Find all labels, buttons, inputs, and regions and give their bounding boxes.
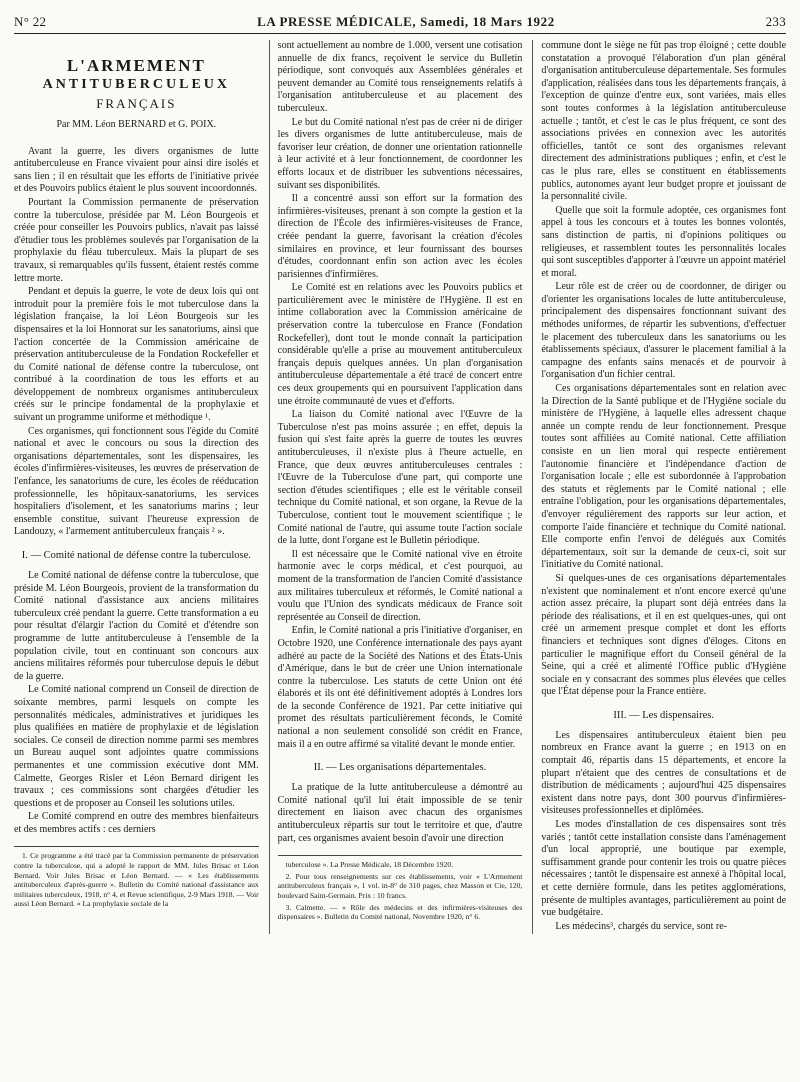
footnote-continuation: tuberculose ». La Presse Médicale, 18 Décembre 1920.: [285, 860, 454, 870]
paragraph: Pendant et depuis la guerre, le vote de deux lois qui ont introduit pour la première fois le mot tuberculose dans la législation française, la loi Léon Bourgeois sur les dispensaires et la loi Honnorat sur les sanatoriums, ainsi que l'action concertée de la Commission américaine de préservation antituberculeuse de la Fondation Rockefeller et du Comité national de défense contre la tuberculose, ont contribué à la coordination de tous les efforts et au développement de nombreux organismes antituberculeux créés sur le principe fondamental de la prophylaxie et suivant un programme uniforme et méthodique ¹.: [14, 286, 259, 424]
paragraph: Enfin, le Comité national a pris l'initiative d'organiser, en Octobre 1920, une Conférence internationale des pays ayant adhéré au pacte de la Société des Nations et des États-Unis d'Amérique, dans le but de créer une Union internationale contre la tuberculose. Les statuts de cette Union ont été élaborés et ils ont été définitivement adoptés à Londres lors de la seconde Conférence de 1921. Par cette initiative qui promet des résultats particulièrement féconds, le Comité national a non seulement consolidé son crédit en France, mais il a en outre affirmé sa vitalité devant le monde entier.: [277, 625, 523, 750]
paragraph: Leur rôle est de créer ou de coordonner, de diriger ou d'orienter les organisations locales de lutte antituberculeuse, principalement des dispensaires fonctionnant suivant des méthodes uniformes, de répartir les subventions, d'effectuer le placement des tuberculeux dans les sanatoriums ou les établissements spéciaux, d'assurer le placement familial à la campagne des enfants sains menacés et de pourvoir à l'organisation d'un fichier central.: [541, 281, 787, 381]
footnotes: [278, 855, 523, 922]
column-2: [269, 40, 523, 934]
paragraph: Avant la guerre, les divers organismes de lutte antituberculeuse en France vivaient pour ainsi dire isolés et sans lien ; il en résultait que les efforts de l'initiative privée et des Pouvoirs publics étaient le plus souvent incoordonnés.: [14, 145, 259, 195]
section-heading-3: III. — Les dispensaires.: [613, 709, 714, 721]
footnote-2: 2. Pour tous renseignements sur ces établissements, voir « L'Armement antituberculeux français », 1 vol. in-8° de 310 pages, chez Masson et Cie, 120, boulevard Saint-Germain. Prix : 10 francs.: [277, 871, 523, 900]
footnote-3: 3. Calmette. — « Rôle des médecins et des infirmières-visiteuses des dispensaires ». Bulletin du Comité national, Novembre 1920, n° 6.: [277, 902, 523, 922]
title-line-2: ANTITUBERCULEUX: [42, 77, 231, 92]
journal-title-date: LA PRESSE MÉDICALE, Samedi, 18 Mars 1922: [257, 14, 555, 29]
paragraph: Le Comité comprend en outre des membres bienfaiteurs et des membres actifs : ces derniers: [14, 811, 259, 835]
paragraph: Quelle que soit la formule adoptée, ces organismes font appel à tous les concours et à toutes les bonnes volontés, sans distinction de partis, ni d'opinions politiques ou religieuses, et rassemblent toutes les personnalités locales qui sont susceptibles d'apporter à l'œuvre un appoint matériel et moral.: [541, 204, 787, 279]
issue-number: N° 22: [14, 14, 47, 29]
paragraph: Pourtant la Commission permanente de préservation contre la tuberculose, présidée par M. Léon Bourgeois et créée pour conseiller les Pouvoirs publics, n'avait pas laissé d'étudier tous les problèmes soulevés par l'organisation de la prophylaxie du fléau tuberculeux. Mais la plupart de ses travaux, si remarquables qu'ils fussent, étaient restés comme lettre morte.: [14, 196, 259, 284]
paragraph: Ces organisations départementales sont en relation avec la Direction de la Santé publique et de l'Hygiène sociale du ministère de l'Hygiène, à laquelle elles adressent chaque année un compte rendu de leur fonctionnement. Presque toutes sont affiliées au Comité national. Cette affiliation consiste en un lien moral qui respecte entièrement l'autonomie financière et l'indépendance d'action de l'organisation locale ; elle est subordonnée à l'approbation des statuts et règlements par le Comité national ; elle entraîne l'obligation, pour les organisations départementales, d'envoyer régulièrement des rapports sur leur action, et comporte l'aide financière et technique du Comité national. Elle comporte enfin l'envoi de délégués aux Comités départementaux, soit sur la demande de ceux-ci, soit sur l'initiative du Comité national.: [541, 383, 787, 571]
paragraph: Il a concentré aussi son effort sur la formation des infirmières-visiteuses, prenant à son compte la gestion et la direction de l'École des infirmières-visiteuses de France, créée pendant la guerre, favorisant la création d'écoles similaires en province, et leur fournissant des bourses d'études, coordonnant enfin son action avec les écoles parisiennes d'infirmières.: [277, 193, 523, 280]
column-3: [532, 40, 786, 934]
authors: Par MM. Léon BERNARD et G. POIX.: [56, 119, 217, 130]
paragraph: Le Comité national comprend un Conseil de direction de soixante membres, parmi lesquels on compte les personnalités médicales, administratives et juridiques les plus qualifiées en matière de prophylaxie et de législation sociales. Ce conseil de direction nomme parmi ses membres un Bureau auquel sont adjointes quatre commissions permanentes et une commission exécutive dont MM. Calmette, Georges Risler et Léon Bernard dirigent les travaux ; ces commissions sont chargées d'étudier les questions et de proposer au Conseil les solutions utiles.: [14, 684, 259, 809]
paragraph: La pratique de la lutte antituberculeuse a démontré au Comité national qu'il lui était impossible de se tenir directement en liaison avec chacun des organismes antituberculeux répartis sur tout le territoire et que, d'autre part, ces organismes avaient besoin d'avoir une direction: [277, 782, 523, 844]
paragraph: Les médecins³, chargés du service, sont re-: [555, 920, 727, 932]
paragraph: Il est nécessaire que le Comité national vive en étroite harmonie avec le corps médical, et c'est pourquoi, au moment de la transformation de l'ancien Comité d'assistance aux militaires tuberculeux et réformés, le Comité national a voulu que l'Union des syndicats médicaux de France soit représentée au Conseil de direction.: [277, 548, 523, 623]
footnotes: [14, 846, 259, 909]
column-1: [14, 40, 259, 934]
paragraph: commune dont le siège ne fût pas trop éloigné ; cette double constatation a provoqué l'élaboration d'un plan général d'organisation antituberculeuse départementale. Ses formules d'application, réalisées dans tous les départements français, à l'exception de quinze d'entre eux, sont variées, mais elles sont toutes conformes à la législation antituberculeuse actuelle ; tantôt, et c'est le cas le plus fréquent, ce sont des associations privées en connexion avec les autorités officielles, tantôt ce sont des organismes relevant directement des administrations publiques ; enfin, et c'est le cas le plus rare, elles se constituent en établissements publics, autonomes ayant leur budget propre et jouissant de la personnalité civile.: [541, 40, 787, 203]
page-number: 233: [765, 14, 786, 29]
paragraph: Ces organismes, qui fonctionnent sous l'égide du Comité national et avec le concours ou sous la direction des organisations départementales, sont les dispensaires, les écoles d'infirmières-visiteuses, les œuvres de préservation de l'enfance, les sanatoriums de cure, les écoles de rééducation professionnelle, les hôpitaux-sanatoriums, les services hospitaliers d'isolement, et les sanatoriums marins ; leur ensemble constitue, suivant l'heureuse expression de Landouzy, « l'armement antituberculeux français ² ».: [14, 425, 259, 538]
paragraph: La liaison du Comité national avec l'Œuvre de la Tuberculose n'est pas moins assurée ; en effet, depuis la fusion qui s'est faite après la guerre de toutes les œuvres antituberculeuses, il n'existe plus à l'heure actuelle, en France, que deux œuvres antituberculeuses centrales : l'Œuvre de la Tuberculose d'une part, qui comporte une section d'études scientifiques ; elle est le véritable conseil technique du Comité national, et son organe, la Revue de la Tuberculose, contient tout le mouvement scientifique ; le Comité national de l'autre, qui assume toute l'action sociale de la lutte, dont l'organe est le Bulletin périodique.: [277, 409, 523, 547]
footnote-1: 1. Ce programme a été tracé par la Commission permanente de préservation contre la tuberculose, qui a adopté le rapport de MM. Jules Brisac et Léon Bernard. Voir Jules Brisac et Léon Bernard. — « Les établissements antituberculeux d'après-guerre ». Bulletin du Comité national d'assistance aux militaires tuberculeux, 1918, n° 4, et Revue scientifique, 2-9 Mars 1918. — Voir aussi Léon Bernard. « La prophylaxie sociale de la: [14, 851, 259, 909]
paragraph: Les modes d'installation de ces dispensaires sont très variés ; tantôt cette installation consiste dans l'aménagement d'un local approprié, une boutique par exemple, suffisamment grande pour contenir les trois ou quatre pièces nécessaires ; tantôt le dispensaire est annexé à l'hôpital local, et cette dernière formule, dans les petites agglomérations, présente de multiples avantages, particulièrement au point de vue budgétaire.: [541, 819, 787, 919]
paragraph: Le but du Comité national n'est pas de créer ni de diriger les divers organismes de lutte antituberculeuse, mais de favoriser leur création, de donner une orientation rationnelle à leur activité et à leur fonctionnement, de coordonner les efforts locaux et de distribuer les subventions nécessaires, suivant ses disponibilités.: [277, 116, 523, 191]
section-heading-1: I. — Comité national de défense contre la tuberculose.: [21, 550, 251, 561]
paragraph: Le Comité national de défense contre la tuberculose, que préside M. Léon Bourgeois, provient de la transformation du Comité national d'assistance aux anciens militaires tuberculeux créé pendant la guerre. Cette transformation a eu pour résultat d'élargir l'action du Comité et d'étendre son programme de lutte antituberculeuse à l'ensemble de la population civile, tout en continuant son concours aux anciens militaires réformés pour tuberculose depuis le début de la guerre.: [14, 570, 259, 682]
paragraph: Le Comité est en relations avec les Pouvoirs publics et particulièrement avec le ministère de l'Hygiène. Il est en intime collaboration avec la Commission américaine de préservation contre la tuberculose en France (Fondation Rockefeller), dont tout le monde connaît la participation considérable qu'elle a prise au mouvement antituberculeux français depuis quelques années. Un plan d'organisation antituberculeuse départementale a été tracé de concert entre ces deux groupements qui en poursuivent l'application dans une étroite communauté de vues et d'efforts.: [277, 282, 523, 407]
text-columns: [14, 40, 786, 934]
paragraph: Les dispensaires antituberculeux étaient bien peu nombreux en France avant la guerre ; en 1913 on en comptait 46, répartis dans 15 départements, et encore la plupart n'étaient que des centres de consultations et de distribution de médicaments ; aujourd'hui 425 dispensaires existent dans notre pays, dont 300 pourvus d'infirmières-visiteuses professionnelles et diplômées.: [541, 729, 787, 817]
section-heading-2: II. — Les organisations départementales.: [313, 762, 487, 774]
paragraph: Si quelques-unes de ces organisations départementales n'existent que nominalement et n'ont encore exercé qu'une action assez précaire, la plupart sont déjà entrées dans la période des réalisations, et il en est quelques-unes, qui ont créé un armement presque complet et dont les efforts financiers et techniques sont dignes d'éloges. Citons en particulier le magnifique effort du Conseil général de la Seine, qui a créé et alimenté l'Office public d'Hygiène sociale en y consacrant des sommes plus élevées que celles que l'État dépense pour la France entière.: [541, 572, 787, 698]
article-title: [14, 56, 259, 113]
title-line-1: L'ARMEMENT: [66, 56, 206, 75]
running-header: [14, 14, 786, 34]
paragraph: sont actuellement au nombre de 1.000, versent une cotisation annuelle de dix francs, reçoivent le service du Bulletin périodique, sont convoqués aux Assemblées générales et peuvent demander au Comité tous renseignements relatifs à l'organisation antituberculeuse et au placement des tuberculeux.: [277, 40, 523, 114]
title-line-3: FRANÇAIS: [96, 96, 177, 111]
